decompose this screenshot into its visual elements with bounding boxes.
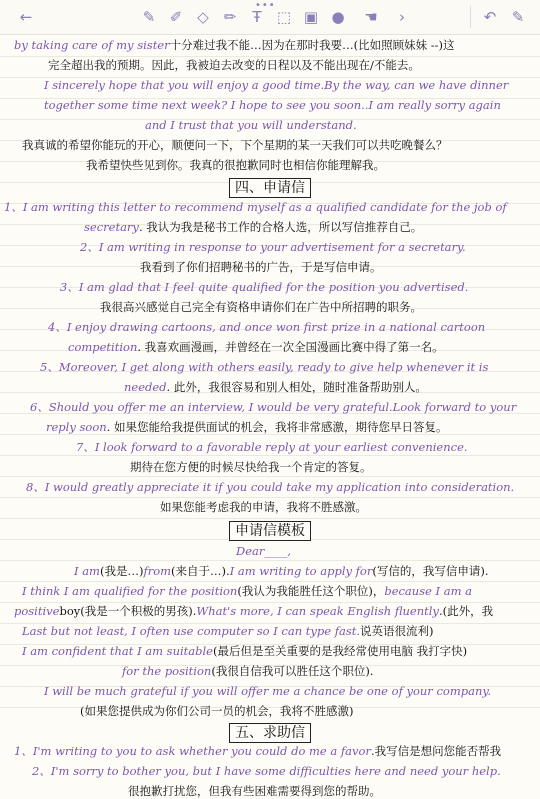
english-text: 3、I am glad that I feel quite qualified for the position you advertised. <box>60 280 469 294</box>
handwritten-line <box>14 604 493 619</box>
section-heading-application-letter <box>0 177 540 198</box>
note-page[interactable] <box>0 36 540 798</box>
handwritten-line <box>74 564 488 579</box>
handwritten-line <box>26 480 514 495</box>
chinese-text: .我写信是想问您能否帮我 <box>370 744 502 758</box>
handwritten-line <box>14 744 501 759</box>
chinese-text: 很抱歉打扰您，但我有些困难需要得到您的帮助。 <box>128 784 381 798</box>
handwritten-line <box>22 644 467 659</box>
eraser-icon[interactable]: ◇ <box>197 8 209 26</box>
lasso-icon[interactable]: ⬚ <box>276 8 292 26</box>
english-text: by taking care of my sister <box>14 38 170 52</box>
english-text: I am <box>74 564 100 578</box>
english-text: together some time next week? I hope to see you soon..I am really sorry again <box>44 98 501 112</box>
section-heading-application-template-label: 申请信模板 <box>229 521 311 541</box>
handwritten-line <box>44 78 508 93</box>
pencil-icon[interactable]: ✏ <box>223 8 237 26</box>
chinese-text: 说英语很流利) <box>360 624 434 638</box>
english-text: I will be much grateful if you will offer me a chance be one of your company. <box>44 684 491 698</box>
handwritten-line <box>124 380 427 395</box>
chinese-text: . 此外，我很容易和别人相处，随时准备帮助别人。 <box>166 380 427 394</box>
english-text: positive <box>14 604 60 618</box>
english-text: from <box>143 564 172 578</box>
english-text: I think I am qualified for the position <box>22 584 238 598</box>
handwritten-line <box>60 280 468 295</box>
microphone-icon[interactable]: ● <box>331 8 345 26</box>
chinese-text: 我真诚的希望你能玩的开心，顺便问一下，下个星期的某一天我们可以共吃晚餐么？ <box>22 138 448 152</box>
undo-icon[interactable]: ↶ <box>483 8 497 26</box>
marker-icon[interactable]: ✐ <box>169 8 183 26</box>
english-text: I am confident that I am suitable <box>22 644 213 658</box>
english-text: because I am a <box>384 584 473 598</box>
chinese-text: 我很高兴感觉自己完全有资格申请你们在广告中所招聘的职务。 <box>100 300 422 314</box>
section-heading-help-letter-label: 五、求助信 <box>229 723 311 743</box>
toolbar <box>0 0 540 35</box>
section-heading-help-letter <box>0 722 540 743</box>
chinese-text: (来自于…). <box>171 564 230 578</box>
handwritten-line <box>145 118 357 133</box>
handwritten-line <box>22 584 472 599</box>
handwritten-line <box>4 200 507 215</box>
chinese-text: (我认为我能胜任这个职位)， <box>237 584 385 598</box>
handwritten-line <box>84 220 422 235</box>
handwritten-line <box>80 704 353 719</box>
english-text: for the position <box>122 664 212 678</box>
section-heading-application-letter-label: 四、申请信 <box>229 178 311 198</box>
english-text: I sincerely hope that you will enjoy a good time.By the way, can we have dinner <box>44 78 509 92</box>
handwritten-line <box>100 300 422 315</box>
chinese-text: 我看到了你们招聘秘书的广告，于是写信申请。 <box>140 260 382 274</box>
chinese-text: boy(我是一个积极的男孩). <box>59 604 197 618</box>
english-text: needed <box>124 380 167 394</box>
section-heading-application-template <box>0 520 540 541</box>
text-icon[interactable]: Ŧ <box>252 8 262 26</box>
chinese-text: 如果您能考虑我的申请，我将不胜感激。 <box>160 500 367 514</box>
handwritten-line <box>46 420 447 435</box>
english-text: 8、I would greatly appreciate it if you could take my application into consideration. <box>26 480 515 494</box>
chinese-text: . 如果您能给我提供面试的机会，我将非常感激，期待您早日答复。 <box>106 420 448 434</box>
chinese-text: . 我认为我是秘书工作的合格人选，所以写信推荐自己。 <box>138 220 423 234</box>
image-icon[interactable]: ▣ <box>303 8 319 26</box>
drag-handle-icon[interactable]: ••• <box>255 0 276 11</box>
chinese-text: (写信的，我写信申请). <box>372 564 489 578</box>
english-text: competition <box>68 340 138 354</box>
english-text: 6、Should you offer me an interview, I would be very grateful.Look forward to your <box>30 400 517 414</box>
chinese-text: (我很自信我可以胜任这个职位). <box>211 664 374 678</box>
handwritten-line <box>130 460 372 475</box>
handwritten-line <box>48 58 420 73</box>
english-text: I am writing to apply for <box>229 564 373 578</box>
handwritten-line <box>40 360 488 375</box>
handwritten-line <box>86 158 385 173</box>
english-text: What's more, I can speak English fluently <box>196 604 439 618</box>
handwritten-line <box>30 400 516 415</box>
english-text: 4、I enjoy drawing cartoons, and once won first prize in a national cartoon <box>48 320 486 334</box>
chinese-text: . 我喜欢画漫画，并曾经在一次全国漫画比赛中得了第一名。 <box>137 340 444 354</box>
english-text: Last but not least, I often use computer so I can type fast. <box>22 624 361 638</box>
handwritten-line <box>76 440 468 455</box>
chinese-text: (如果您提供成为你们公司一员的机会，我将不胜感激) <box>80 704 354 718</box>
english-text: and I trust that you will understand. <box>145 118 357 132</box>
hand-icon[interactable]: ☚ <box>364 8 378 26</box>
back-arrow-icon[interactable]: ← <box>19 8 33 26</box>
handwritten-line <box>22 624 434 639</box>
chinese-text: 十分难过我不能…因为在那时我要…(比如照顾妹妹 -- <box>169 38 439 52</box>
chinese-text: .(此外，我 <box>438 604 494 618</box>
english-text: Dear____, <box>236 544 292 558</box>
english-text: 1、I'm writing to you to ask whether you could do me a favor <box>14 744 371 758</box>
english-text: 7、I look forward to a favorable reply at your earliest convenience. <box>76 440 468 454</box>
english-text: 2、I'm sorry to bother you, but I have some difficulties here and need your help. <box>32 764 501 778</box>
english-text: reply soon <box>46 420 107 434</box>
chinese-text: 我希望快些见到你。我真的很抱歉同时也相信你能理解我。 <box>86 158 385 172</box>
chinese-text: (我是…) <box>99 564 144 578</box>
handwritten-line <box>22 138 448 153</box>
handwritten-line <box>68 340 444 355</box>
english-text: 5、Moreover, I get along with others easily, ready to give help whenever it is <box>40 360 489 374</box>
handwritten-line <box>44 98 501 113</box>
chinese-text: 期待在您方便的时候尽快给我一个肯定的答复。 <box>130 460 372 474</box>
handwritten-line <box>44 684 491 699</box>
english-text: 2、I am writing in response to your advertisement for a secretary. <box>80 240 466 254</box>
pen-icon[interactable]: ✎ <box>142 8 156 26</box>
handwritten-line <box>140 260 382 275</box>
handwritten-line <box>14 38 455 53</box>
edit-settings-icon[interactable]: ✎ <box>511 8 525 26</box>
english-text: 1、I am writing this letter to recommend myself as a qualified candidate for the job of <box>4 200 507 214</box>
handwritten-line <box>128 784 381 799</box>
handwritten-line <box>48 320 485 335</box>
chevron-right-icon[interactable]: › <box>399 8 405 26</box>
chinese-text: (最后但是至关重要的是我经常使用电脑 我打字快) <box>213 644 468 658</box>
handwritten-line <box>236 544 291 559</box>
english-text: secretary <box>84 220 139 234</box>
handwritten-line <box>122 664 373 679</box>
chinese-text: )这 <box>438 38 455 52</box>
handwritten-line <box>160 500 367 515</box>
handwritten-line <box>80 240 466 255</box>
handwritten-line <box>32 764 501 779</box>
chinese-text: 完全超出我的预期。因此，我被迫去改变的日程以及不能出现在/不能去。 <box>48 58 420 72</box>
